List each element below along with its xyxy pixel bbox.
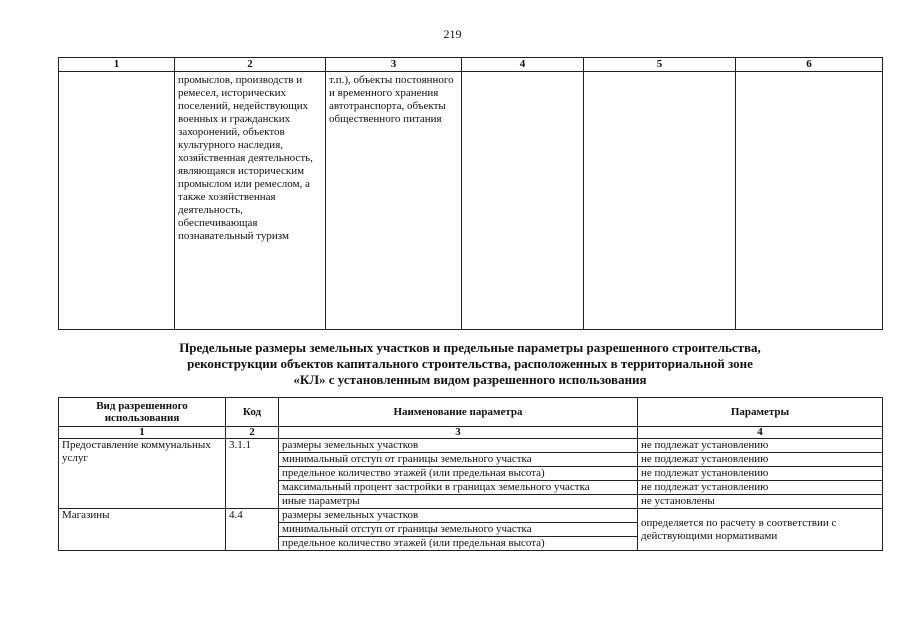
column-number: 1	[59, 427, 226, 439]
value-cell: не подлежат установлению	[638, 481, 883, 495]
column-number: 3	[279, 427, 638, 439]
section-title-line: реконструкции объектов капитального строительства, расположенных в территориальной зоне	[187, 356, 753, 371]
column-header: 2	[175, 58, 326, 72]
section-title-line: Предельные размеры земельных участков и предельные параметры разрешенного строительства,	[179, 340, 761, 355]
parameter-cell: размеры земельных участков	[279, 509, 638, 523]
parameter-cell: максимальный процент застройки в границах земельного участка	[279, 481, 638, 495]
column-header: 6	[736, 58, 883, 72]
parameter-cell: размеры земельных участков	[279, 439, 638, 453]
use-type-cell: Магазины	[59, 509, 226, 551]
column-header: 4	[462, 58, 584, 72]
column-header: 3	[326, 58, 462, 72]
table-header-row	[59, 58, 883, 72]
column-number-row	[59, 427, 883, 439]
column-number: 2	[226, 427, 279, 439]
column-header: Параметры	[638, 398, 883, 427]
parameter-cell: предельное количество этажей (или предельная высота)	[279, 537, 638, 551]
value-cell: определяется по расчету в соответствии с действующими нормативами	[638, 509, 883, 551]
section-title	[90, 340, 850, 388]
table-header-row	[59, 398, 883, 427]
table-cell: промыслов, производств и ремесел, исторических поселений, недействующих военных и гражданских захоронений, объектов культурного наследия, хозяйственная деятельность, являющаяся историческим промыслом или ремеслом, а также хозяйственная деятельность, обеспечивающая познавательный туризм	[175, 72, 326, 330]
code-cell: 3.1.1	[226, 439, 279, 509]
continuation-table	[58, 57, 883, 330]
parameters-table	[58, 397, 883, 551]
column-header: Наименование параметра	[279, 398, 638, 427]
page-number: 219	[443, 27, 462, 41]
table-row	[59, 439, 883, 453]
parameter-cell: минимальный отступ от границы земельного участка	[279, 453, 638, 467]
table-cell	[584, 72, 736, 330]
value-cell: не подлежат установлению	[638, 453, 883, 467]
column-header: Код	[226, 398, 279, 427]
section-title-line: «КЛ» с установленным видом разрешенного использования	[293, 372, 647, 387]
table-row	[59, 509, 883, 523]
value-cell: не подлежат установлению	[638, 467, 883, 481]
table-cell	[59, 72, 175, 330]
code-cell: 4.4	[226, 509, 279, 551]
column-header: Вид разрешенного использования	[59, 398, 226, 427]
column-header: 1	[59, 58, 175, 72]
table-row	[59, 72, 883, 330]
parameter-cell: минимальный отступ от границы земельного участка	[279, 523, 638, 537]
column-header: 5	[584, 58, 736, 72]
column-number: 4	[638, 427, 883, 439]
table-cell	[736, 72, 883, 330]
parameter-cell: иные параметры	[279, 495, 638, 509]
table-cell	[462, 72, 584, 330]
value-cell: не установлены	[638, 495, 883, 509]
value-cell: не подлежат установлению	[638, 439, 883, 453]
parameter-cell: предельное количество этажей (или предельная высота)	[279, 467, 638, 481]
use-type-cell: Предоставление коммунальных услуг	[59, 439, 226, 509]
table-cell: т.п.), объекты постоянного и временного хранения автотранспорта, объекты общественного питания	[326, 72, 462, 330]
